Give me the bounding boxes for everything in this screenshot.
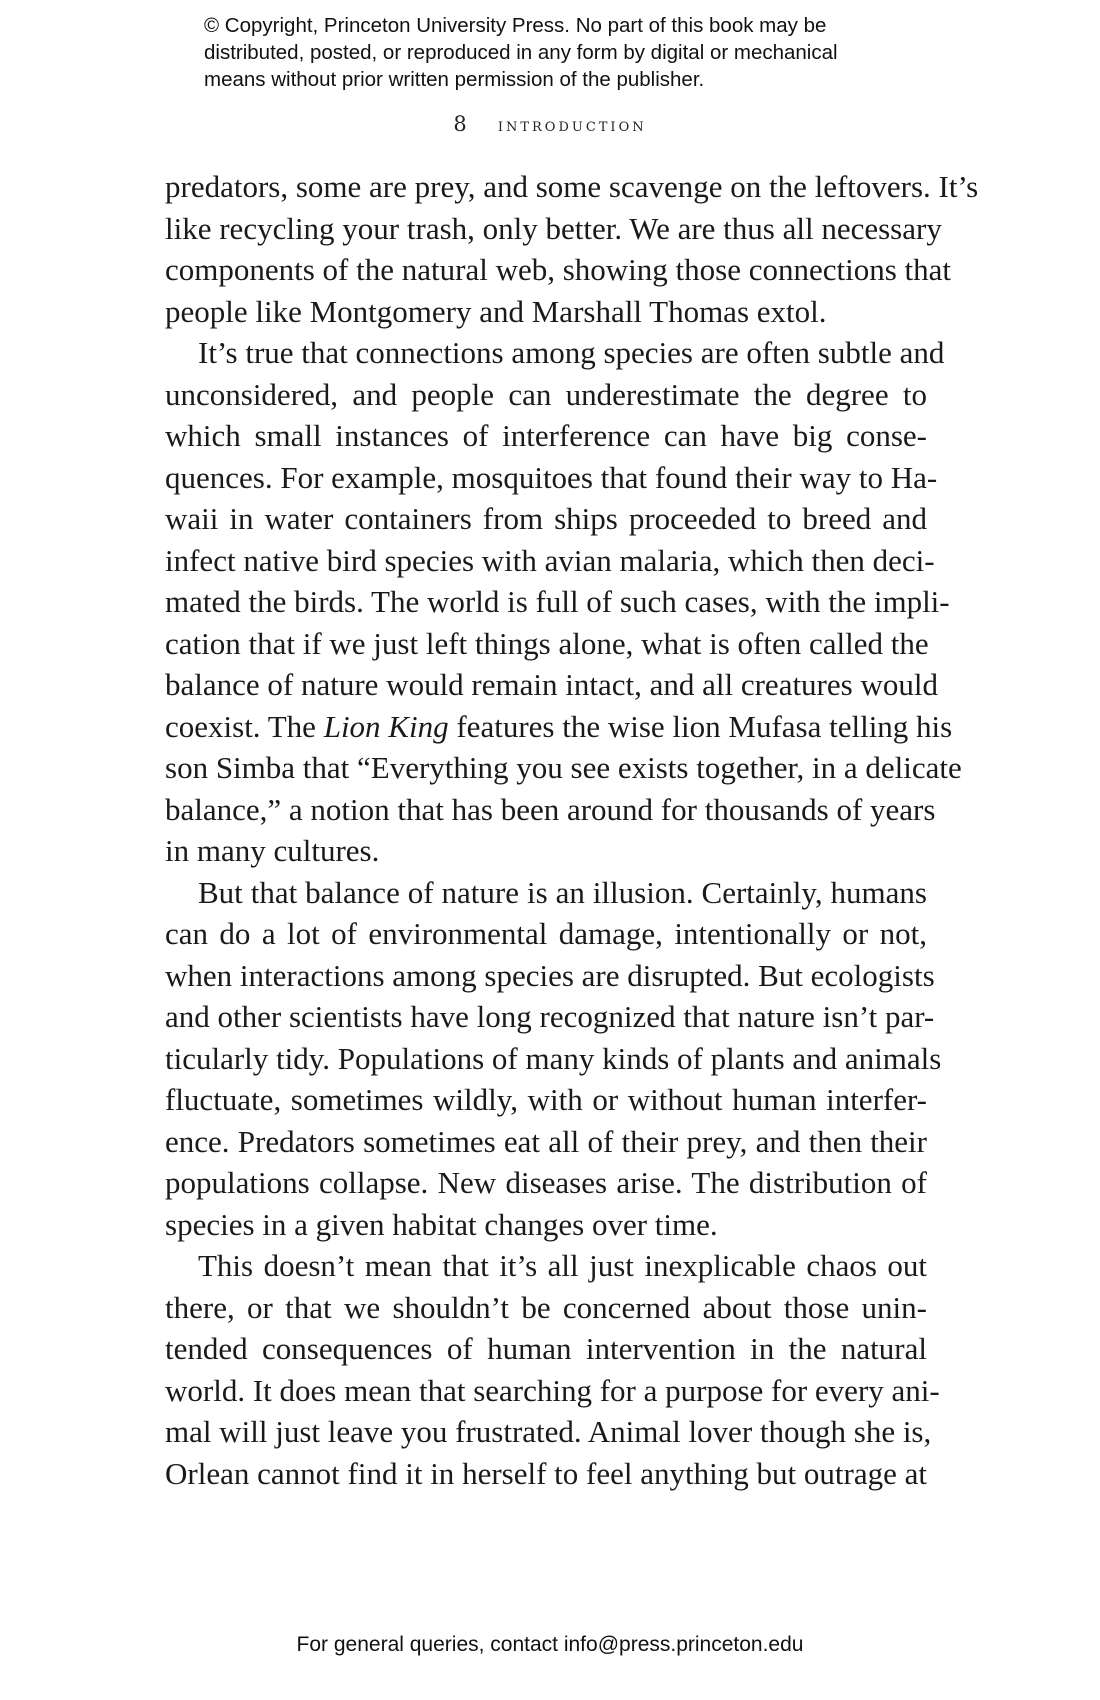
text-line: like recycling your trash, only better. We are thus all necessary <box>165 210 942 246</box>
text-line: can do a lot of environmental damage, intentionally or not, <box>165 916 927 951</box>
text-line: waii in water containers from ships proceeded to breed and <box>165 501 927 536</box>
text-line: when interactions among species are disrupted. But ecologists <box>165 957 935 993</box>
text-line: infect native bird species with avian malaria, which then deci- <box>165 542 935 578</box>
text-line: world. It does mean that searching for a purpose for every ani- <box>165 1372 940 1408</box>
text-line: which small instances of interference can have big conse- <box>165 418 927 453</box>
text-line: unconsidered, and people can underestimate the degree to <box>165 376 927 412</box>
text-line: populations collapse. New diseases arise. The distribution of <box>165 1165 927 1200</box>
running-head <box>0 112 1100 136</box>
film-title: Lion King <box>323 708 449 744</box>
copyright-notice <box>204 12 924 93</box>
footer-contact: For general queries, contact info@press.princeton.edu <box>296 1633 804 1656</box>
text-line: fluctuate, sometimes wildly, with or without human interfer- <box>165 1082 927 1117</box>
text-line-lion-king: coexist. The Lion King features the wise lion Mufasa telling his <box>165 708 953 744</box>
text-line: components of the natural web, showing those connections that <box>165 252 952 287</box>
body-text <box>165 166 979 1494</box>
text-line: son Simba that “Everything you see exists together, in a delicate <box>165 750 962 785</box>
copyright-line: distributed, posted, or reproduced in any form by digital or mechanical <box>204 41 838 64</box>
page-number: 8 <box>453 112 467 136</box>
copyright-line: © Copyright, Princeton University Press. No part of this book may be <box>204 14 827 37</box>
text-line: mated the birds. The world is full of such cases, with the impli- <box>165 584 950 619</box>
text-line: ticularly tidy. Populations of many kinds of plants and animals <box>165 1040 942 1076</box>
copyright-line: means without prior written permission of the publisher. <box>204 68 705 91</box>
text-line: It’s true that connections among species are often subtle and <box>198 335 945 370</box>
text-line: there, or that we shouldn’t be concerned about those unin- <box>165 1289 927 1325</box>
text-line: balance of nature would remain intact, and all creatures would <box>165 667 938 702</box>
text-line: mal will just leave you frustrated. Animal lover though she is, <box>165 1414 932 1449</box>
text-line: Orlean cannot find it in herself to feel anything but outrage at <box>165 1455 927 1491</box>
text-line: This doesn’t mean that it’s all just inexplicable chaos out <box>198 1248 927 1283</box>
text-line: ence. Predators sometimes eat all of their prey, and then their <box>165 1123 927 1159</box>
text-line: and other scientists have long recognized that nature isn’t par- <box>165 999 935 1034</box>
text-line: in many cultures. <box>165 833 380 868</box>
text-line: cation that if we just left things alone, what is often called the <box>165 625 929 661</box>
text-line: balance,” a notion that has been around for thousands of years <box>165 791 936 827</box>
section-title: introduction <box>497 114 647 136</box>
text-line: predators, some are prey, and some scavenge on the leftovers. It’s <box>165 169 979 204</box>
text-line: species in a given habitat changes over time. <box>165 1206 718 1242</box>
text-line: quences. For example, mosquitoes that found their way to Ha- <box>165 459 938 495</box>
text-line: But that balance of nature is an illusion. Certainly, humans <box>198 874 927 910</box>
text-line: people like Montgomery and Marshall Thomas extol. <box>165 293 827 329</box>
text-line: tended consequences of human intervention in the natural <box>165 1331 927 1366</box>
